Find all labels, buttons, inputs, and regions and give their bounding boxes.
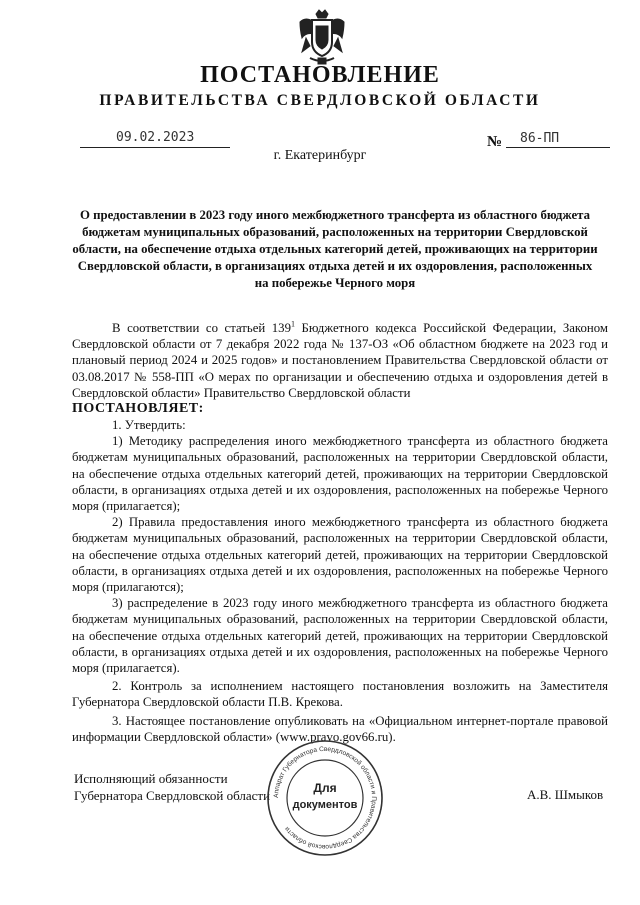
signatory-name: А.В. Шмыков (527, 787, 604, 802)
paragraph-1-3: 3) распределение в 2023 году иного межбюджетного трансферта из областного бюджета бюджетам муниципальных образований, расположенных на территории Свердловской области, на обеспечение отдыха отдельных категорий детей, проживающих на территории Свердловской области, в организациях отдыха детей и их оздоровления, расположенных на побережье Черного моря (прилагается). (72, 596, 608, 676)
paragraph-1: 1. Утвердить: (112, 418, 186, 433)
intro-text-b: Бюджетного кодекса Российской Федерации, Законом Свердловской области от 7 декабря 2022 года № 137-ОЗ «Об областном бюджете на 2023 год и плановый период 2024 и 2025 годов» и постановлением Правительства Свердловской области от 03.08.2017 № 558-ПП «О мерах по организации и обеспечению отдыха и оздоровления детей в Свердловской области» Правительство Свердловской области (72, 321, 608, 400)
paragraph-3: 3. Настоящее постановление опубликовать на «Официальном интернет-портале правовой информации Свердловской области» (www.pravo.gov66.ru). (72, 713, 608, 744)
document-number: 86-ПП (520, 131, 560, 146)
position-line-2: Губернатора Свердловской области (74, 788, 271, 803)
intro-text-a: В соответствии со статьей 139 (112, 321, 291, 335)
number-label: № (487, 134, 503, 150)
stamp-ring-text: Аппарат Губернатора Свердловской области и Правительства Свердловской области (272, 745, 378, 851)
document-heading: О предоставлении в 2023 году иного межбюджетного трансферта из областного бюджета бюджетам муниципальных образований, расположенных на территории Свердловской области, на обеспечение отдыха отдельных категорий детей, проживающих на территории Свердловской области, в организациях отдыха детей и их оздоровления, расположенных на побережье Черного моря (72, 208, 598, 290)
document-city: г. Екатеринбург (273, 148, 367, 163)
decree-word: ПОСТАНОВЛЯЕТ: (72, 401, 204, 417)
round-seal-icon (265, 738, 385, 858)
intro-superscript: 1 (290, 319, 295, 329)
coat-of-arms-icon (296, 8, 348, 66)
signatory-position (74, 770, 270, 804)
document-subtitle: ПРАВИТЕЛЬСТВА СВЕРДЛОВСКОЙ ОБЛАСТИ (99, 92, 541, 109)
document-title: ПОСТАНОВЛЕНИЕ (200, 62, 440, 88)
document-body (72, 320, 608, 745)
stamp-center-line-1: Для (313, 781, 337, 795)
document-date: 09.02.2023 (116, 130, 195, 145)
intro-paragraph (72, 320, 608, 401)
position-line-1: Исполняющий обязанности (74, 771, 228, 786)
stamp-center-line-2: документов (292, 799, 358, 811)
paragraph-2: 2. Контроль за исполнением настоящего постановления возложить на Заместителя Губернатора Свердловской области П.В. Крекова. (72, 679, 608, 710)
paragraph-1-1: 1) Методику распределения иного межбюджетного трансферта из областного бюджета бюджетам муниципальных образований, расположенных на территории Свердловской области, на обеспечение отдыха отдельных категорий детей, проживающих на территории Свердловской области, в организациях отдыха детей и их оздоровления, расположенных на побережье Черного моря (прилагается); (72, 434, 608, 514)
paragraph-1-2: 2) Правила предоставления иного межбюджетного трансферта из областного бюджета бюджетам муниципальных образований, расположенных на территории Свердловской области, на обеспечение отдыха отдельных категорий детей, проживающих на территории Свердловской области, в организациях отдыха детей и их оздоровления, расположенных на побережье Черного моря (прилагаются); (72, 515, 608, 595)
